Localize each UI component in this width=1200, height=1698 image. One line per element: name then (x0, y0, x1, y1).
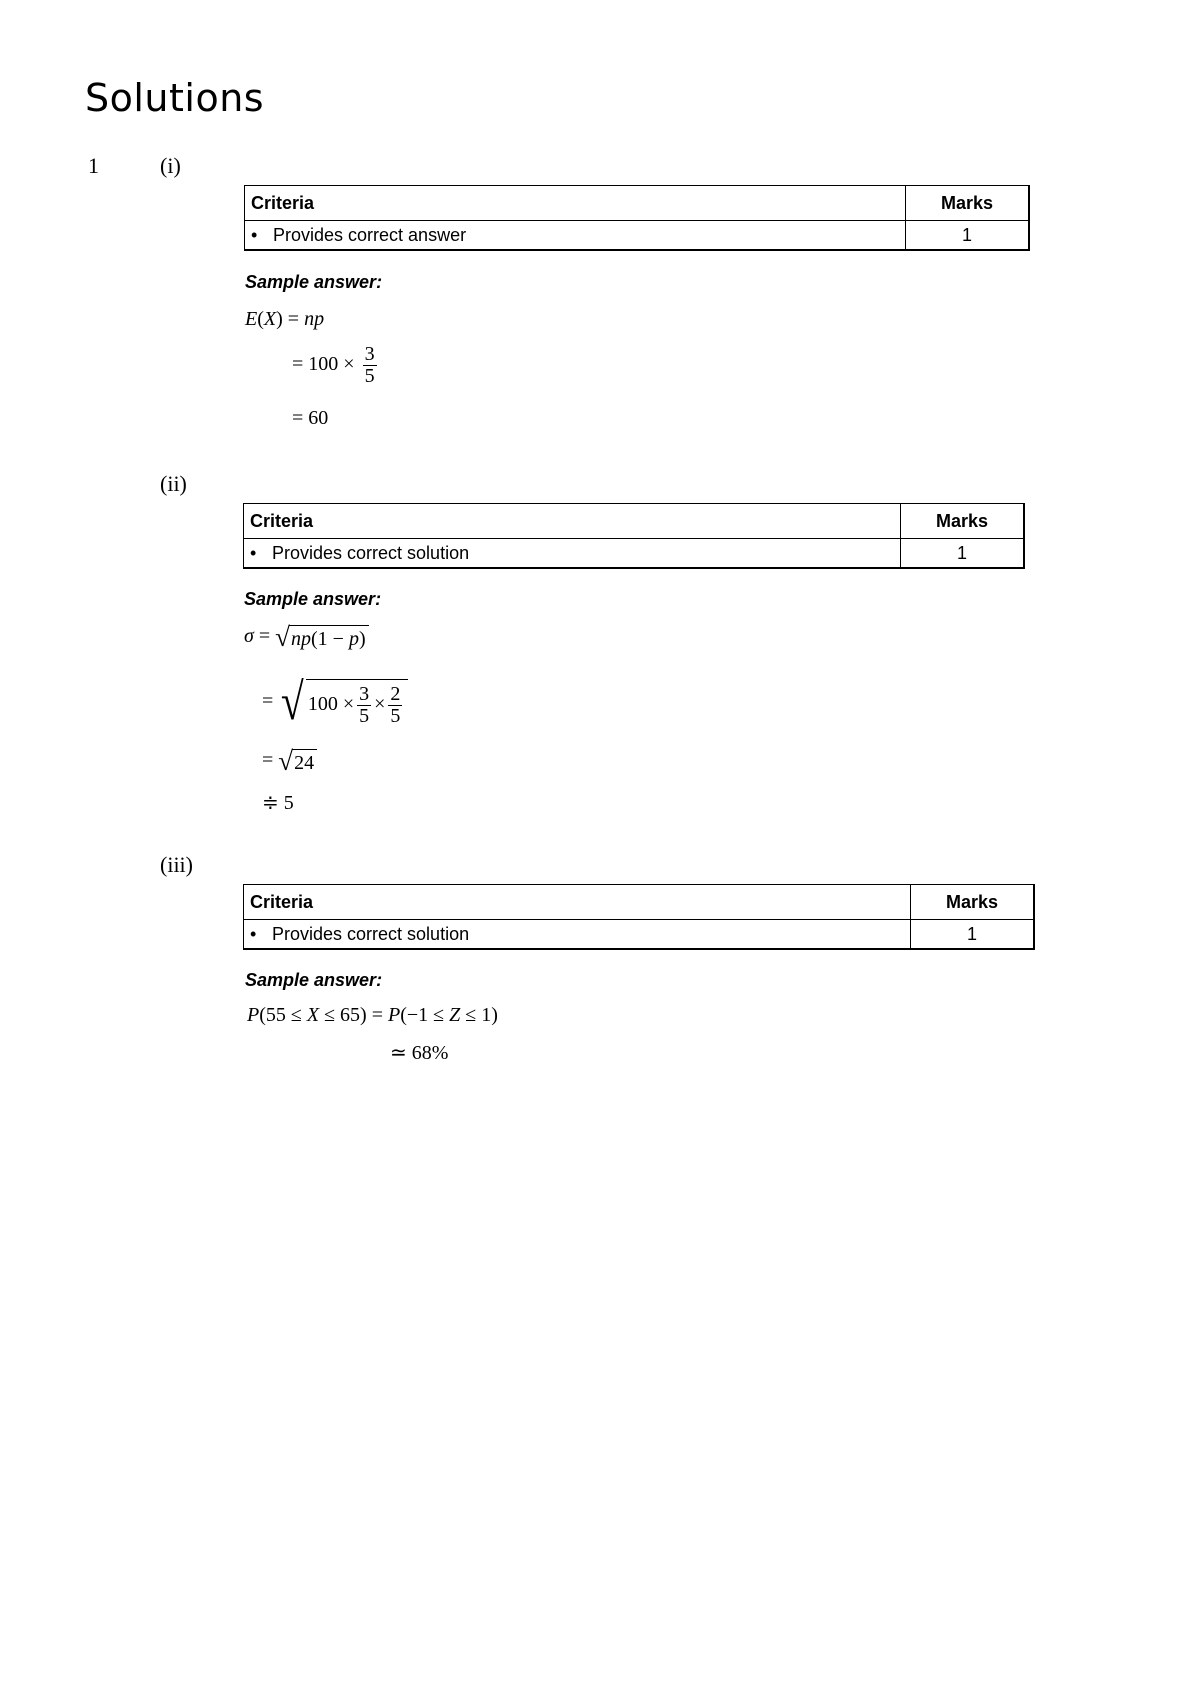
math-symbol: ) (358, 627, 366, 650)
math-text: (−1 ≤ (400, 1004, 450, 1026)
radical-sign: √ (281, 674, 304, 731)
fraction-numerator: 3 (359, 682, 370, 705)
part-label-iii: (iii) (160, 852, 193, 877)
sample-answer-label: Sample answer: (244, 589, 382, 609)
sample-answer-label: Sample answer: (245, 970, 383, 990)
math-symbol: × (374, 692, 386, 715)
question-number: 1 (88, 153, 99, 178)
math-line-sigma (244, 622, 369, 653)
math-symbol: np (290, 627, 311, 650)
math-line-sigma-substitution (262, 673, 408, 732)
radical-sign: √ (278, 746, 294, 776)
math-line-result: = 60 (292, 407, 329, 429)
criterion-text: Provides correct solution (272, 923, 470, 944)
criteria-row (244, 539, 1025, 569)
criteria-table-ii (243, 503, 1025, 569)
math-symbol: X (263, 308, 277, 330)
fraction-numerator: 3 (364, 343, 375, 365)
math-symbol: ) (276, 308, 283, 330)
criteria-row (244, 920, 1035, 950)
math-symbol: = (253, 625, 276, 648)
math-symbol: = (282, 308, 305, 330)
math-symbol: = (262, 749, 274, 772)
square-root (278, 746, 317, 777)
math-symbol: σ (244, 625, 254, 648)
math-symbol: P (388, 1004, 401, 1026)
criteria-table-i (244, 185, 1030, 251)
math-symbol: Z (449, 1004, 461, 1026)
criteria-header: Criteria (245, 186, 906, 221)
fraction-denominator: 5 (364, 365, 375, 387)
criteria-row (245, 221, 1030, 251)
math-symbol: p (348, 627, 359, 650)
fraction-denominator: 5 (359, 704, 370, 727)
marks-value: 1 (911, 920, 1035, 950)
fraction-denominator: 5 (390, 704, 401, 727)
bullet: • (250, 542, 257, 563)
page-title: Solutions (85, 76, 265, 120)
marks-header: Marks (906, 186, 1030, 221)
fraction-numerator: 2 (390, 682, 401, 705)
fraction (363, 344, 377, 387)
math-symbol: X (306, 1004, 320, 1026)
math-line-approx: ≑ 5 (262, 792, 294, 814)
part-label-ii: (ii) (160, 471, 187, 496)
square-root (275, 622, 368, 653)
criterion-text: Provides correct answer (273, 224, 467, 245)
math-line-expectation (245, 308, 324, 331)
math-symbol: P (247, 1004, 260, 1026)
math-text: = 100 × (292, 353, 355, 376)
fraction (357, 684, 371, 727)
criteria-table-iii (243, 884, 1035, 950)
criterion-text: Provides correct solution (272, 542, 470, 563)
math-text: ≤ 1) (460, 1004, 498, 1026)
math-line-percentage: ≃ 68% (390, 1042, 449, 1064)
math-line-sqrt24 (262, 746, 317, 777)
radical-sign: √ (275, 622, 290, 652)
math-text: ≤ 65) = (319, 1004, 388, 1026)
math-line-substitution (292, 344, 380, 387)
square-root (278, 673, 408, 732)
math-text: 100 × (307, 692, 355, 715)
criteria-header: Criteria (244, 504, 901, 539)
fraction (388, 684, 402, 727)
math-text: (55 ≤ (259, 1004, 307, 1026)
sample-answer-label: Sample answer: (245, 272, 383, 292)
marks-value: 1 (901, 539, 1025, 569)
marks-value: 1 (906, 221, 1030, 251)
part-label-i: (i) (160, 153, 181, 178)
bullet: • (251, 224, 258, 245)
bullet: • (250, 923, 257, 944)
math-symbol: np (304, 308, 325, 330)
radicand: 24 (292, 749, 317, 775)
criteria-header: Criteria (244, 885, 911, 920)
math-symbol: E (245, 308, 258, 330)
math-symbol: (1 − (310, 627, 349, 650)
math-symbol: ( (257, 308, 264, 330)
marks-header: Marks (911, 885, 1035, 920)
marks-header: Marks (901, 504, 1025, 539)
math-symbol: = (262, 690, 274, 713)
math-line-probability (247, 1004, 498, 1027)
